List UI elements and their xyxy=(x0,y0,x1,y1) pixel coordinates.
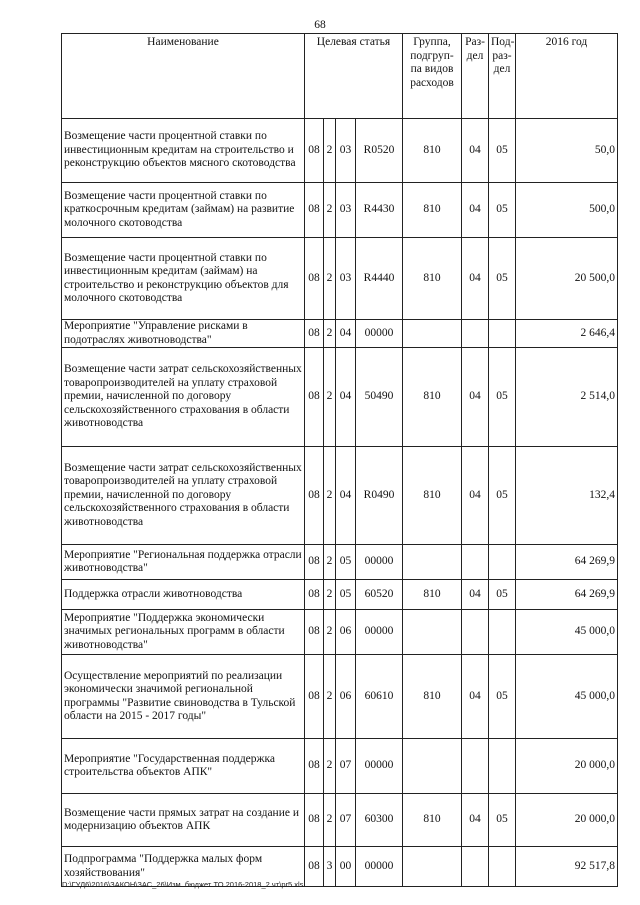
target-program-code: 08 xyxy=(305,847,324,887)
target-direction-code: R0490 xyxy=(356,447,403,545)
section-code: 04 xyxy=(462,238,489,320)
header-section: Раз-дел xyxy=(462,34,489,119)
target-event-code: 05 xyxy=(336,545,356,580)
row-name: Мероприятие "Поддержка экономически значимых региональных программ в области животноводства" xyxy=(62,610,305,655)
table-row xyxy=(62,183,618,238)
section-code xyxy=(462,610,489,655)
target-direction-code: R4440 xyxy=(356,238,403,320)
target-subprogram-code: 2 xyxy=(324,348,336,447)
target-subprogram-code: 2 xyxy=(324,183,336,238)
table-row xyxy=(62,348,618,447)
amount-2016: 45 000,0 xyxy=(516,610,618,655)
target-event-code: 03 xyxy=(336,183,356,238)
target-event-code: 06 xyxy=(336,655,356,739)
amount-2016: 64 269,9 xyxy=(516,580,618,610)
target-direction-code: 00000 xyxy=(356,545,403,580)
row-name: Возмещение части затрат сельскохозяйственных товаропроизводителей на уплату страховой премии, начисленной по договору сельскохозяйственного страхования в области животноводства xyxy=(62,447,305,545)
subsection-code xyxy=(489,847,516,887)
row-name: Подпрограмма "Поддержка малых форм хозяйствования" xyxy=(62,847,305,887)
expense-group xyxy=(403,739,462,794)
row-name: Осуществление мероприятий по реализации экономически значимой региональной программы "Развитие свиноводства в Тульской области на 2015 - 2017 годы" xyxy=(62,655,305,739)
amount-2016: 50,0 xyxy=(516,119,618,183)
section-code xyxy=(462,545,489,580)
section-code: 04 xyxy=(462,348,489,447)
target-event-code: 04 xyxy=(336,320,356,348)
target-subprogram-code: 2 xyxy=(324,655,336,739)
table-row xyxy=(62,655,618,739)
section-code xyxy=(462,320,489,348)
expense-group: 810 xyxy=(403,794,462,847)
expense-group: 810 xyxy=(403,447,462,545)
target-direction-code: 60520 xyxy=(356,580,403,610)
subsection-code xyxy=(489,545,516,580)
expense-group: 810 xyxy=(403,348,462,447)
header-target-article: Целевая статья xyxy=(305,34,403,119)
table-row xyxy=(62,119,618,183)
target-event-code: 00 xyxy=(336,847,356,887)
subsection-code: 05 xyxy=(489,238,516,320)
amount-2016: 20 000,0 xyxy=(516,739,618,794)
table-row xyxy=(62,739,618,794)
subsection-code: 05 xyxy=(489,119,516,183)
table-row xyxy=(62,610,618,655)
amount-2016: 45 000,0 xyxy=(516,655,618,739)
header-expense-group: Группа, подгруп-па видов расходов xyxy=(403,34,462,119)
target-event-code: 05 xyxy=(336,580,356,610)
section-code xyxy=(462,847,489,887)
header-name: Наименование xyxy=(62,34,305,119)
table-row xyxy=(62,238,618,320)
amount-2016: 20 000,0 xyxy=(516,794,618,847)
row-name: Поддержка отрасли животноводства xyxy=(62,580,305,610)
target-direction-code: 60300 xyxy=(356,794,403,847)
target-direction-code: 00000 xyxy=(356,320,403,348)
expense-group xyxy=(403,320,462,348)
expense-group xyxy=(403,847,462,887)
section-code: 04 xyxy=(462,447,489,545)
amount-2016: 132,4 xyxy=(516,447,618,545)
table-row xyxy=(62,580,618,610)
target-direction-code: 00000 xyxy=(356,610,403,655)
target-subprogram-code: 2 xyxy=(324,610,336,655)
amount-2016: 64 269,9 xyxy=(516,545,618,580)
target-subprogram-code: 2 xyxy=(324,119,336,183)
target-subprogram-code: 2 xyxy=(324,794,336,847)
target-event-code: 03 xyxy=(336,119,356,183)
subsection-code: 05 xyxy=(489,580,516,610)
target-program-code: 08 xyxy=(305,348,324,447)
table-row xyxy=(62,320,618,348)
file-path-footer: D:\ГУД6\2016\ЗАКОН\ЗАС_26\Изм. бюджет ТО 2016-2018_2 чт\pr5.xls xyxy=(62,880,304,889)
subsection-code: 05 xyxy=(489,183,516,238)
row-name: Возмещение части затрат сельскохозяйственных товаропроизводителей на уплату страховой премии, начисленной по договору сельскохозяйственного страхования в области животноводства xyxy=(62,348,305,447)
target-subprogram-code: 2 xyxy=(324,545,336,580)
expense-group: 810 xyxy=(403,580,462,610)
subsection-code: 05 xyxy=(489,348,516,447)
subsection-code xyxy=(489,320,516,348)
header-year-2016: 2016 год xyxy=(516,34,618,119)
row-name: Мероприятие "Управление рисками в подотраслях животноводства" xyxy=(62,320,305,348)
table-row xyxy=(62,794,618,847)
target-program-code: 08 xyxy=(305,580,324,610)
section-code: 04 xyxy=(462,119,489,183)
target-program-code: 08 xyxy=(305,739,324,794)
table-row xyxy=(62,447,618,545)
target-event-code: 03 xyxy=(336,238,356,320)
amount-2016: 500,0 xyxy=(516,183,618,238)
header-row xyxy=(62,34,618,119)
target-program-code: 08 xyxy=(305,238,324,320)
expense-group: 810 xyxy=(403,655,462,739)
row-name: Мероприятие "Региональная поддержка отрасли животноводства" xyxy=(62,545,305,580)
row-name: Возмещение части процентной ставки по инвестиционным кредитам (займам) на строительство и реконструкцию объектов для молочного скотоводства xyxy=(62,238,305,320)
target-program-code: 08 xyxy=(305,447,324,545)
target-subprogram-code: 2 xyxy=(324,238,336,320)
subsection-code: 05 xyxy=(489,655,516,739)
target-direction-code: 50490 xyxy=(356,348,403,447)
expense-group xyxy=(403,610,462,655)
amount-2016: 20 500,0 xyxy=(516,238,618,320)
target-direction-code: 00000 xyxy=(356,847,403,887)
target-direction-code: 60610 xyxy=(356,655,403,739)
target-event-code: 07 xyxy=(336,794,356,847)
page-number: 68 xyxy=(314,19,326,31)
target-event-code: 07 xyxy=(336,739,356,794)
subsection-code xyxy=(489,739,516,794)
target-program-code: 08 xyxy=(305,320,324,348)
amount-2016: 2 514,0 xyxy=(516,348,618,447)
section-code xyxy=(462,739,489,794)
target-direction-code: R0520 xyxy=(356,119,403,183)
amount-2016: 2 646,4 xyxy=(516,320,618,348)
target-event-code: 04 xyxy=(336,447,356,545)
row-name: Возмещение части прямых затрат на создание и модернизацию объектов АПК xyxy=(62,794,305,847)
target-event-code: 04 xyxy=(336,348,356,447)
target-direction-code: 00000 xyxy=(356,739,403,794)
expense-group xyxy=(403,545,462,580)
target-program-code: 08 xyxy=(305,655,324,739)
target-program-code: 08 xyxy=(305,119,324,183)
target-program-code: 08 xyxy=(305,545,324,580)
row-name: Возмещение части процентной ставки по инвестиционным кредитам на строительство и реконструкцию объектов мясного скотоводства xyxy=(62,119,305,183)
subsection-code: 05 xyxy=(489,447,516,545)
header-subsection: Под-раз-дел xyxy=(489,34,516,119)
row-name: Возмещение части процентной ставки по краткосрочным кредитам (займам) на развитие молочного скотоводства xyxy=(62,183,305,238)
subsection-code xyxy=(489,610,516,655)
budget-table xyxy=(61,33,618,887)
target-subprogram-code: 2 xyxy=(324,320,336,348)
target-program-code: 08 xyxy=(305,183,324,238)
target-subprogram-code: 3 xyxy=(324,847,336,887)
section-code: 04 xyxy=(462,794,489,847)
subsection-code: 05 xyxy=(489,794,516,847)
target-program-code: 08 xyxy=(305,610,324,655)
expense-group: 810 xyxy=(403,119,462,183)
target-subprogram-code: 2 xyxy=(324,739,336,794)
expense-group: 810 xyxy=(403,183,462,238)
amount-2016: 92 517,8 xyxy=(516,847,618,887)
target-program-code: 08 xyxy=(305,794,324,847)
target-subprogram-code: 2 xyxy=(324,447,336,545)
row-name: Мероприятие "Государственная поддержка строительства объектов АПК" xyxy=(62,739,305,794)
target-direction-code: R4430 xyxy=(356,183,403,238)
table-row xyxy=(62,545,618,580)
target-event-code: 06 xyxy=(336,610,356,655)
section-code: 04 xyxy=(462,655,489,739)
section-code: 04 xyxy=(462,580,489,610)
target-subprogram-code: 2 xyxy=(324,580,336,610)
section-code: 04 xyxy=(462,183,489,238)
expense-group: 810 xyxy=(403,238,462,320)
